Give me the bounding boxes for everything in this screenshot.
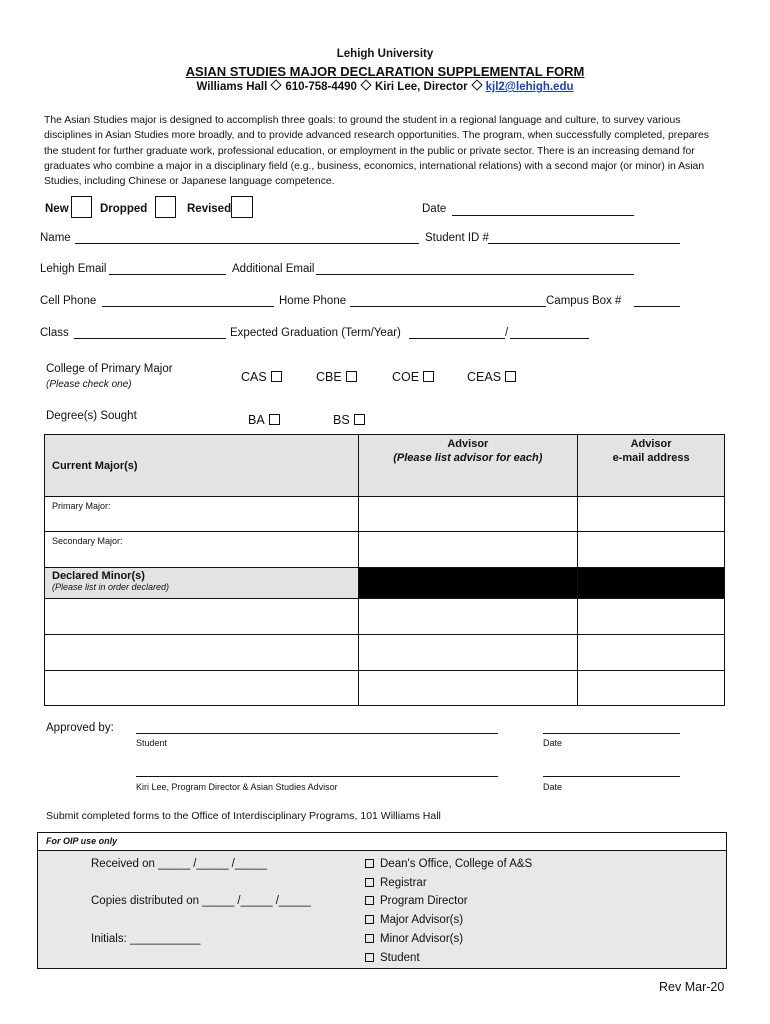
student-date-line[interactable] (543, 733, 680, 734)
degree-option-ba[interactable] (248, 413, 280, 427)
checkbox-icon[interactable] (365, 859, 374, 868)
advisor-header-line2: (Please list advisor for each) (393, 452, 543, 464)
minor-advisor-email-cell[interactable] (578, 635, 725, 671)
name-field[interactable] (75, 231, 419, 244)
cas-label: CAS (241, 370, 267, 384)
checkbox-icon[interactable] (365, 953, 374, 962)
minor-advisor-cell[interactable] (358, 671, 578, 706)
cbe-label: CBE (316, 370, 342, 384)
college-option-cbe[interactable] (316, 370, 357, 384)
table-row (45, 671, 725, 706)
declared-minors-text: Declared Minor(s) (52, 570, 145, 582)
minor-cell[interactable] (45, 635, 359, 671)
campus-box-field[interactable] (634, 294, 680, 307)
checkbox-icon[interactable] (365, 878, 374, 887)
ba-checkbox[interactable] (269, 414, 280, 425)
name-label: Name (40, 232, 71, 244)
primary-major-cell[interactable] (45, 497, 359, 532)
graduation-term-field[interactable] (409, 326, 505, 339)
dropped-label: Dropped (100, 203, 148, 215)
student-signature-label: Student (136, 738, 168, 748)
cbe-checkbox[interactable] (346, 371, 357, 382)
primary-major-label: Primary Major: (52, 501, 111, 511)
received-on-line: Received on _____ /_____ /_____ (91, 858, 267, 870)
checkbox-icon[interactable] (365, 934, 374, 943)
home-phone-label: Home Phone (279, 295, 347, 307)
lehigh-email-label: Lehigh Email (40, 263, 107, 275)
degree-option-bs[interactable] (333, 413, 365, 427)
checklist-label: Major Advisor(s) (380, 914, 464, 926)
graduation-slash: / (505, 327, 509, 339)
minor-advisor-cell[interactable] (358, 635, 578, 671)
current-majors-text: Current Major(s) (52, 459, 138, 472)
checklist-item[interactable] (365, 914, 463, 926)
diamond-icon (360, 79, 371, 90)
bs-label: BS (333, 413, 350, 427)
coe-label: COE (392, 370, 420, 384)
student-id-field[interactable] (488, 231, 680, 244)
checklist-label: Registrar (380, 877, 427, 889)
college-option-ceas[interactable] (467, 370, 516, 384)
revision-label: Rev Mar-20 (659, 980, 725, 994)
submit-instructions: Submit completed forms to the Office of Interdisciplinary Programs, 101 Williams Hall (46, 810, 441, 822)
student-id-label: Student ID # (425, 232, 489, 244)
student-signature-line[interactable] (136, 733, 498, 734)
minor-advisor-email-cell[interactable] (578, 671, 725, 706)
date-label: Date (422, 203, 447, 215)
table-row (45, 532, 725, 568)
advisor-email-header (578, 435, 725, 497)
college-option-cas[interactable] (241, 370, 282, 384)
declared-minors-header (45, 568, 359, 599)
ceas-label: CEAS (467, 370, 502, 384)
declared-minors-hint: (Please list in order declared) (52, 582, 170, 592)
majors-table (44, 434, 725, 706)
copies-distributed-line: Copies distributed on _____ /_____ /_____ (91, 895, 311, 907)
blacked-out-cell (358, 568, 578, 599)
director-signature-line[interactable] (136, 776, 498, 777)
oip-header: For OIP use only (38, 833, 726, 851)
advisor-email-header-line1: Advisor (630, 438, 672, 450)
ba-label: BA (248, 413, 265, 427)
revised-label: Revised (187, 203, 232, 215)
checklist-item[interactable] (365, 895, 468, 907)
secondary-advisor-email-cell[interactable] (578, 532, 725, 568)
director-text: Kiri Lee, Director (374, 81, 468, 93)
location-text: Williams Hall (196, 81, 268, 93)
revised-checkbox[interactable] (231, 196, 253, 218)
expected-graduation-label: Expected Graduation (Term/Year) (230, 327, 401, 339)
home-phone-field[interactable] (350, 294, 546, 307)
blacked-out-cell (578, 568, 725, 599)
initials-line: Initials: ___________ (91, 933, 201, 945)
current-majors-header (45, 435, 359, 497)
diamond-icon (471, 79, 482, 90)
checklist-item[interactable] (365, 858, 532, 870)
class-field[interactable] (74, 326, 226, 339)
university-name: Lehigh University (336, 48, 434, 60)
checklist-item[interactable] (365, 952, 420, 964)
table-header-row (45, 435, 725, 497)
approved-by-label: Approved by: (46, 722, 114, 734)
diamond-icon (271, 79, 282, 90)
checklist-item[interactable] (365, 877, 427, 889)
primary-advisor-cell[interactable] (358, 497, 578, 532)
cell-phone-field[interactable] (102, 294, 274, 307)
college-label: College of Primary Major (46, 363, 173, 375)
secondary-advisor-cell[interactable] (358, 532, 578, 568)
advisor-header-line1: Advisor (447, 438, 489, 450)
secondary-major-label: Secondary Major: (52, 536, 123, 546)
checklist-label: Program Director (380, 895, 468, 907)
additional-email-field[interactable] (316, 262, 634, 275)
ceas-checkbox[interactable] (505, 371, 516, 382)
checkbox-icon[interactable] (365, 896, 374, 905)
email-link[interactable]: kjl2@lehigh.edu (485, 81, 574, 93)
dropped-checkbox[interactable] (155, 196, 176, 218)
minor-advisor-cell[interactable] (358, 599, 578, 635)
college-option-coe[interactable] (392, 370, 434, 384)
date-field[interactable] (452, 203, 634, 216)
form-title: ASIAN STUDIES MAJOR DECLARATION SUPPLEMENTAL FORM (185, 64, 585, 79)
checklist-label: Dean's Office, College of A&S (380, 858, 533, 870)
secondary-major-cell[interactable] (45, 532, 359, 568)
bs-checkbox[interactable] (354, 414, 365, 425)
primary-advisor-email-cell[interactable] (578, 497, 725, 532)
minor-cell[interactable] (45, 671, 359, 706)
additional-email-label: Additional Email (232, 263, 315, 275)
campus-box-label: Campus Box # (546, 295, 622, 307)
phone-text: 610-758-4490 (285, 81, 357, 93)
advisor-header (358, 435, 578, 497)
contact-line (0, 81, 770, 93)
checklist-label: Minor Advisor(s) (380, 933, 464, 945)
student-date-label: Date (543, 738, 563, 748)
intro-paragraph: The Asian Studies major is designed to accomplish three goals: to ground the student in a regional language and culture, to survey various disciplines in Asian Studies more broadly, and to provide advanced research opportunities. The program, when successfully completed, prepares the student for further graduate work, professional education, or employment in the public or private sector. There is an increasing demand for graduates who combine a major in a disciplinary field (e.g., business, economics, international relations) with a second major (or minor) in Asian Studies, including Chinese or Japanese language competence. (44, 115, 709, 188)
minor-advisor-email-cell[interactable] (578, 599, 725, 635)
director-signature-label: Kiri Lee, Program Director & Asian Studies Advisor (136, 782, 338, 792)
table-row (45, 497, 725, 532)
oip-use-box (37, 832, 727, 969)
table-row (45, 635, 725, 671)
new-label: New (45, 203, 69, 215)
director-date-label: Date (543, 782, 563, 792)
checklist-item[interactable] (365, 933, 463, 945)
advisor-email-header-line2: e-mail address (612, 452, 690, 464)
college-hint: (Please check one) (46, 379, 132, 390)
coe-checkbox[interactable] (423, 371, 434, 382)
cas-checkbox[interactable] (271, 371, 282, 382)
table-row (45, 599, 725, 635)
cell-phone-label: Cell Phone (40, 295, 97, 307)
minor-cell[interactable] (45, 599, 359, 635)
checkbox-icon[interactable] (365, 915, 374, 924)
new-checkbox[interactable] (71, 196, 92, 218)
lehigh-email-field[interactable] (109, 262, 226, 275)
checklist-label: Student (380, 952, 420, 964)
graduation-year-field[interactable] (510, 326, 589, 339)
class-label: Class (40, 327, 69, 339)
director-date-line[interactable] (543, 776, 680, 777)
degree-label: Degree(s) Sought (46, 410, 137, 422)
minors-header-row (45, 568, 725, 599)
